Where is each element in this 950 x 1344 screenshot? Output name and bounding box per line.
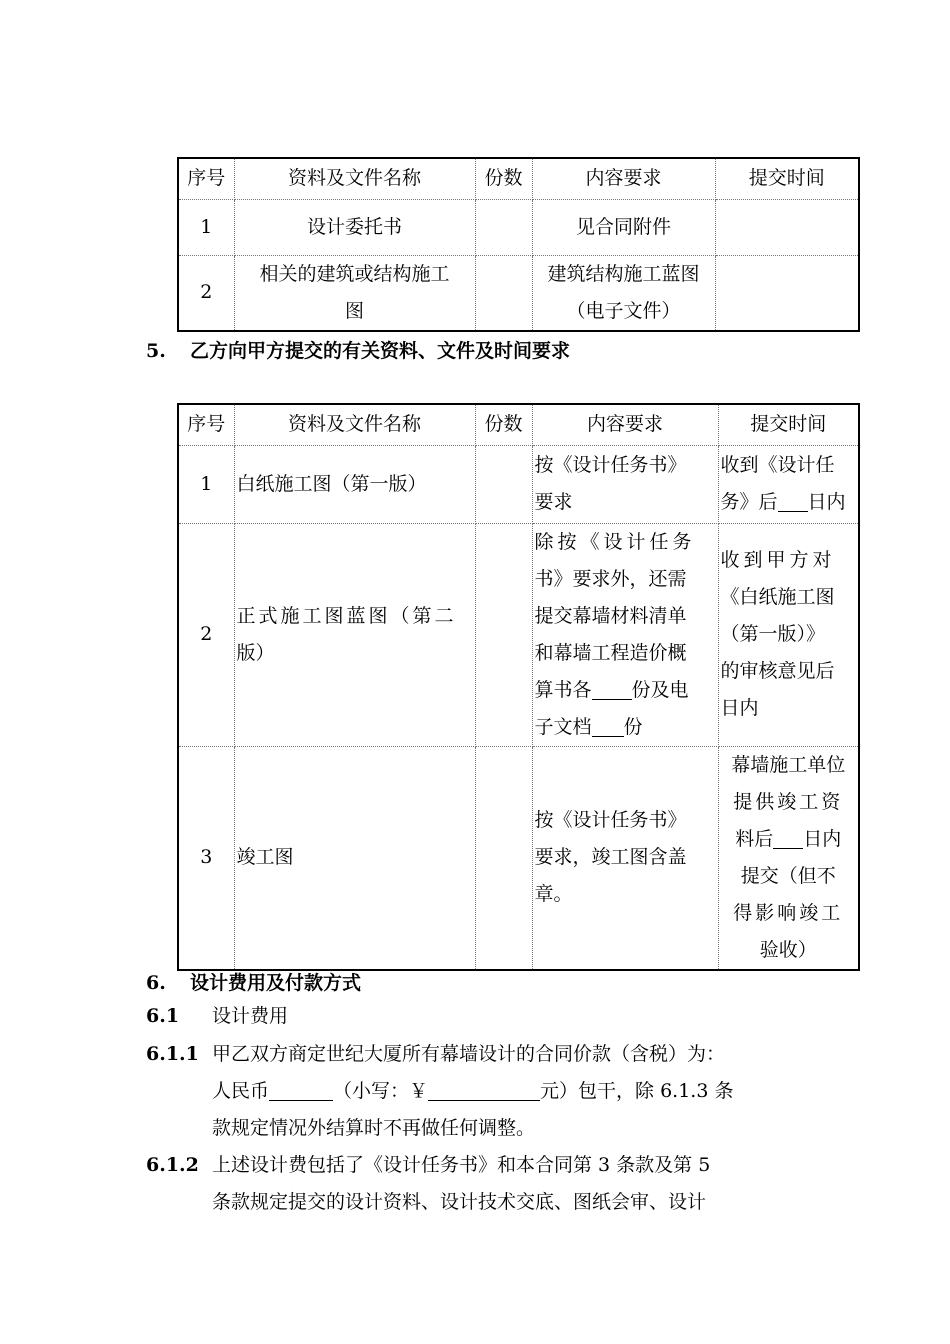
clause-line: 款规定情况外结算时不再做任何调整。	[212, 1117, 536, 1139]
req-line: 和幕墙工程造价概	[534, 641, 687, 664]
time-line: 验收）	[759, 938, 817, 961]
table-row	[178, 199, 859, 255]
row-requirements	[532, 746, 718, 970]
col-header-copies: 份数	[475, 404, 532, 445]
clause-text: 人民币	[212, 1080, 270, 1102]
req-line: 按《设计任务书》	[534, 454, 687, 476]
col-header-requirements: 内容要求	[532, 158, 715, 199]
req-line: 书》要求外，还需	[534, 567, 687, 590]
clause-body	[212, 1147, 710, 1221]
name-line: 正式施工图蓝图（第二	[236, 604, 457, 627]
col-header-no: 序号	[178, 158, 234, 199]
col-header-name: 资料及文件名称	[234, 404, 475, 445]
req-line: 建筑结构施工蓝图	[547, 262, 700, 285]
clause-number: 6.1.2	[146, 1154, 199, 1176]
req-line: 提交幕墙材料清单	[534, 604, 687, 627]
col-header-requirements: 内容要求	[532, 404, 718, 445]
row-submit-time	[715, 255, 859, 331]
row-no: 3	[178, 746, 234, 970]
clause-body	[212, 1036, 733, 1147]
section-title: 设计费用及付款方式	[190, 972, 362, 994]
fill-blank	[428, 1076, 540, 1101]
row-submit-time	[718, 746, 859, 970]
row-requirements: 见合同附件	[532, 199, 715, 255]
time-line	[721, 484, 857, 521]
row-requirements	[532, 255, 715, 331]
fill-blank	[778, 487, 808, 512]
time-line: 得影响竣工	[733, 901, 844, 924]
fill-blank	[269, 1076, 333, 1101]
section-number: 5.	[146, 340, 166, 362]
clause-line	[212, 1073, 733, 1110]
time-line: 收到《设计任	[720, 454, 835, 476]
time-line: 提交（但不	[740, 864, 836, 887]
row-name	[234, 523, 475, 746]
clause-text: （小写：￥	[333, 1080, 429, 1102]
row-copies	[475, 523, 532, 746]
req-text: 份	[623, 715, 643, 738]
time-line: （第一版）》	[720, 623, 826, 645]
time-line	[721, 821, 857, 858]
time-text: 日内	[807, 491, 846, 513]
row-no: 2	[178, 255, 234, 331]
fill-blank	[592, 712, 624, 737]
row-copies	[475, 445, 532, 523]
col-header-name: 资料及文件名称	[234, 158, 475, 199]
col-header-submit-time: 提交时间	[715, 158, 859, 199]
time-line: 《白纸施工图	[720, 586, 835, 608]
clause-6-1-2	[146, 1147, 846, 1221]
clause-number: 6.1.1	[146, 1043, 199, 1065]
time-text: 料后	[735, 827, 774, 850]
fill-blank	[773, 824, 803, 849]
section-number: 6.	[146, 972, 166, 994]
name-line: 图	[344, 299, 364, 322]
clause-6-1	[146, 998, 846, 1035]
row-submit-time	[718, 445, 859, 523]
req-text: 子文档	[534, 715, 592, 738]
table-row	[178, 523, 859, 746]
clause-number: 6.1	[146, 1005, 180, 1027]
col-header-copies: 份数	[475, 158, 532, 199]
table-row	[178, 445, 859, 523]
row-copies	[475, 255, 532, 331]
section-6-heading	[146, 968, 361, 995]
clause-6-1-1	[146, 1036, 846, 1147]
clause-text: 设计费用	[212, 1005, 289, 1027]
req-line: 要求	[534, 491, 573, 513]
req-line: 要求，竣工图含盖	[534, 846, 687, 868]
table-row	[178, 746, 859, 970]
time-line: 收到甲方对	[720, 549, 836, 571]
row-name: 竣工图	[234, 746, 475, 970]
row-name	[234, 255, 475, 331]
table-header-row	[178, 158, 859, 199]
fill-blank	[592, 675, 632, 700]
section-5-heading	[146, 336, 570, 363]
time-line: 日内	[720, 697, 759, 719]
name-line: 版）	[236, 641, 275, 664]
deliverables-table	[177, 403, 860, 971]
row-copies	[475, 746, 532, 970]
row-name: 白纸施工图（第一版）	[234, 445, 475, 523]
clause-text: 元）包干，除 6.1.3 条	[540, 1080, 734, 1102]
section-title: 乙方向甲方提交的有关资料、文件及时间要求	[190, 340, 571, 362]
time-line: 提供竣工资	[733, 790, 844, 813]
req-line: 按《设计任务书》	[534, 809, 687, 831]
time-text: 务》后	[720, 491, 778, 513]
time-line: 幕墙施工单位	[731, 753, 846, 776]
req-text: 算书各	[534, 678, 592, 701]
req-line	[535, 672, 716, 709]
row-submit-time	[718, 523, 859, 746]
req-line	[535, 709, 716, 746]
req-line: 除按《设计任务	[534, 530, 696, 553]
time-line: 的审核意见后	[720, 660, 835, 682]
table-header-row	[178, 404, 859, 445]
clause-line: 条款规定提交的设计资料、设计技术交底、图纸会审、设计	[212, 1191, 707, 1213]
table-row	[178, 255, 859, 331]
clause-line: 上述设计费包括了《设计任务书》和本合同第 3 条款及第 5	[212, 1154, 711, 1176]
req-line: （电子文件）	[566, 299, 681, 322]
row-no: 1	[178, 445, 234, 523]
row-no: 2	[178, 523, 234, 746]
row-name: 设计委托书	[234, 199, 475, 255]
row-requirements	[532, 523, 718, 746]
col-header-no: 序号	[178, 404, 234, 445]
row-submit-time	[715, 199, 859, 255]
req-text: 份及电	[631, 678, 689, 701]
design-materials-table	[177, 157, 860, 332]
row-requirements	[532, 445, 718, 523]
req-line: 章。	[534, 883, 573, 905]
time-text: 日内	[803, 827, 842, 850]
clause-line: 甲乙双方商定世纪大厦所有幕墙设计的合同价款（含税）为：	[212, 1043, 726, 1065]
col-header-submit-time: 提交时间	[718, 404, 859, 445]
row-no: 1	[178, 199, 234, 255]
row-copies	[475, 199, 532, 255]
name-line: 相关的建筑或结构施工	[259, 262, 450, 285]
